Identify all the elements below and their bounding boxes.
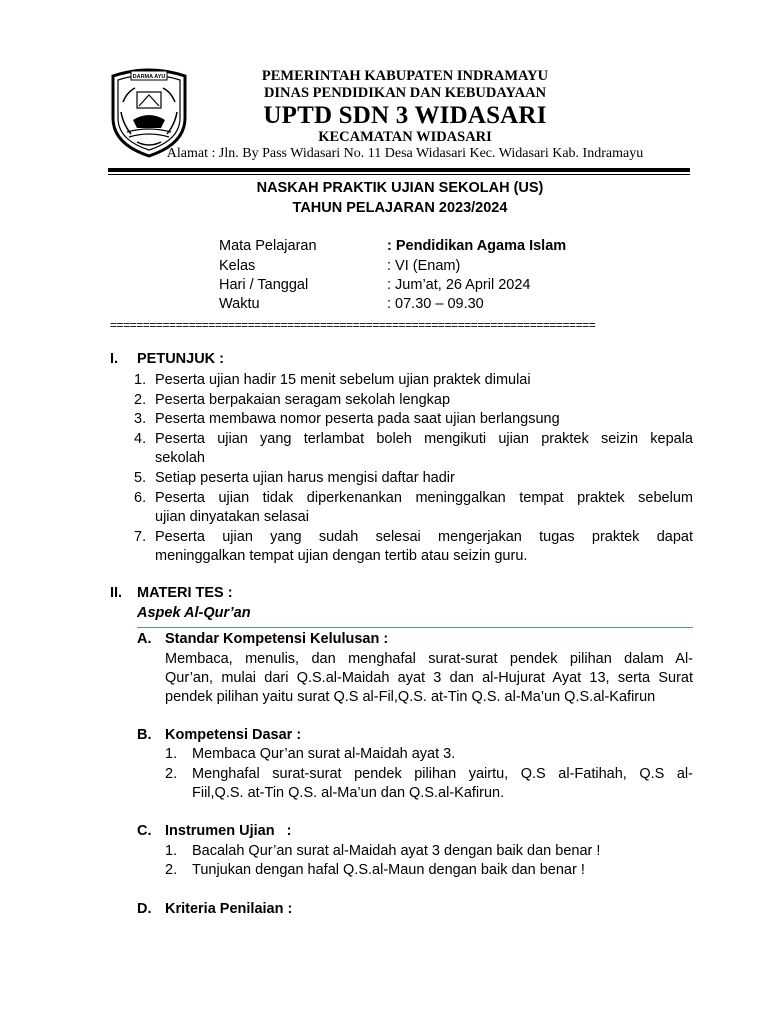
header-divider-thick (108, 168, 690, 172)
list-item-number: 1. (165, 843, 178, 859)
list-item: Bacalah Qur’an surat al-Maidah ayat 3 dengan baik dan benar ! (192, 843, 601, 859)
section-title-petunjuk: PETUNJUK : (137, 351, 225, 367)
aspect-underline (137, 627, 693, 628)
svg-text:DARMA AYU: DARMA AYU (132, 74, 166, 80)
paragraph-line: Membaca, menulis, dan menghafal surat-surat pendek pilihan dalam Al- (165, 651, 693, 667)
aspect-heading: Aspek Al-Qur’an (137, 605, 251, 621)
list-item-number: 7. (134, 529, 147, 545)
subsection-title-instrumen: Instrumen Ujian : (165, 823, 292, 839)
section-number-2: II. (110, 585, 123, 601)
document-title: NASKAH PRAKTIK UJIAN SEKOLAH (US) (256, 180, 544, 196)
list-item-number: 3. (134, 411, 147, 427)
list-item: Menghafal surat-surat pendek pilihan yairtu, Q.S al-Fatihah, Q.S al- (192, 766, 693, 782)
header-address: Alamat : Jln. By Pass Widasari No. 11 Desa Widasari Kec. Widasari Kab. Indramayu (166, 146, 644, 161)
paragraph-line: pendek pilihan yaitu surat Q.S al-Fil,Q.S. at-Tin Q.S. al-Ma’un Q.S.al-Kafirun (165, 689, 656, 705)
info-label-subject: Mata Pelajaran (219, 238, 317, 254)
header-department: DINAS PENDIDIKAN DAN KEBUDAYAAN (263, 85, 547, 101)
info-label-time: Waktu (219, 296, 260, 312)
paragraph-line: Qur’an, mulai dari Q.S.al-Maidah ayat 3 dan al-Hujurat Ayat 13, serta Surat (165, 670, 693, 686)
list-item: Membaca Qur’an surat al-Maidah ayat 3. (192, 746, 456, 762)
subsection-title-kriteria: Kriteria Penilaian : (165, 901, 293, 917)
list-item-number: 6. (134, 490, 147, 506)
list-item-number: 2. (165, 862, 178, 878)
list-item: Peserta ujian yang sudah selesai mengerjakan tugas praktek dapat (155, 529, 693, 545)
list-item-number: 2. (165, 766, 178, 782)
subsection-title-skl: Standar Kompetensi Kelulusan : (165, 631, 389, 647)
header-school-name: UPTD SDN 3 WIDASARI (263, 102, 547, 129)
header-district: KECAMATAN WIDASARI (318, 129, 492, 145)
info-value-date: : Jum’at, 26 April 2024 (387, 277, 531, 293)
list-item-number: 1. (134, 372, 147, 388)
list-item: Peserta ujian hadir 15 menit sebelum ujian praktek dimulai (155, 372, 531, 388)
list-item-number: 1. (165, 746, 178, 762)
section-number-1: I. (110, 351, 119, 367)
info-label-date: Hari / Tanggal (219, 277, 309, 293)
list-item-continuation: sekolah (155, 450, 205, 466)
info-value-class: : VI (Enam) (387, 258, 461, 274)
info-value-subject: : Pendidikan Agama Islam (387, 238, 567, 254)
section-title-materi: MATERI TES : (137, 585, 233, 601)
list-item: Setiap peserta ujian harus mengisi daftar hadir (155, 470, 455, 486)
subsection-letter-b: B. (137, 727, 152, 743)
list-item-number: 5. (134, 470, 147, 486)
subsection-letter-a: A. (137, 631, 152, 647)
subsection-title-kd: Kompetensi Dasar : (165, 727, 302, 743)
list-item-continuation: ujian dinyatakan selasai (155, 509, 309, 525)
list-item: Tunjukan dengan hafal Q.S.al-Maun dengan baik dan benar ! (192, 862, 585, 878)
header-divider-thin (108, 174, 690, 175)
separator-line: ========================================================================== (110, 318, 596, 332)
subsection-letter-d: D. (137, 901, 152, 917)
list-item-number: 2. (134, 392, 147, 408)
list-item-number: 4. (134, 431, 147, 447)
list-item: Peserta ujian tidak diperkenankan meninggalkan tempat praktek sebelum (155, 490, 693, 506)
info-value-time: : 07.30 – 09.30 (387, 296, 484, 312)
info-label-class: Kelas (219, 258, 256, 274)
list-item: Peserta membawa nomor peserta pada saat ujian berlangsung (155, 411, 560, 427)
subsection-letter-c: C. (137, 823, 152, 839)
list-item-continuation: Fiil,Q.S. at-Tin Q.S. al-Ma’un dan Q.S.al-Kafirun. (192, 785, 505, 801)
header-government: PEMERINTAH KABUPATEN INDRAMAYU (261, 68, 549, 84)
list-item-continuation: meninggalkan tempat ujian dengan tertib atau seizin guru. (155, 548, 528, 564)
document-year: TAHUN PELAJARAN 2023/2024 (292, 200, 508, 216)
list-item: Peserta ujian yang terlambat boleh mengikuti ujian praktek seizin kepala (155, 431, 693, 447)
list-item: Peserta berpakaian seragam sekolah lengkap (155, 392, 451, 408)
